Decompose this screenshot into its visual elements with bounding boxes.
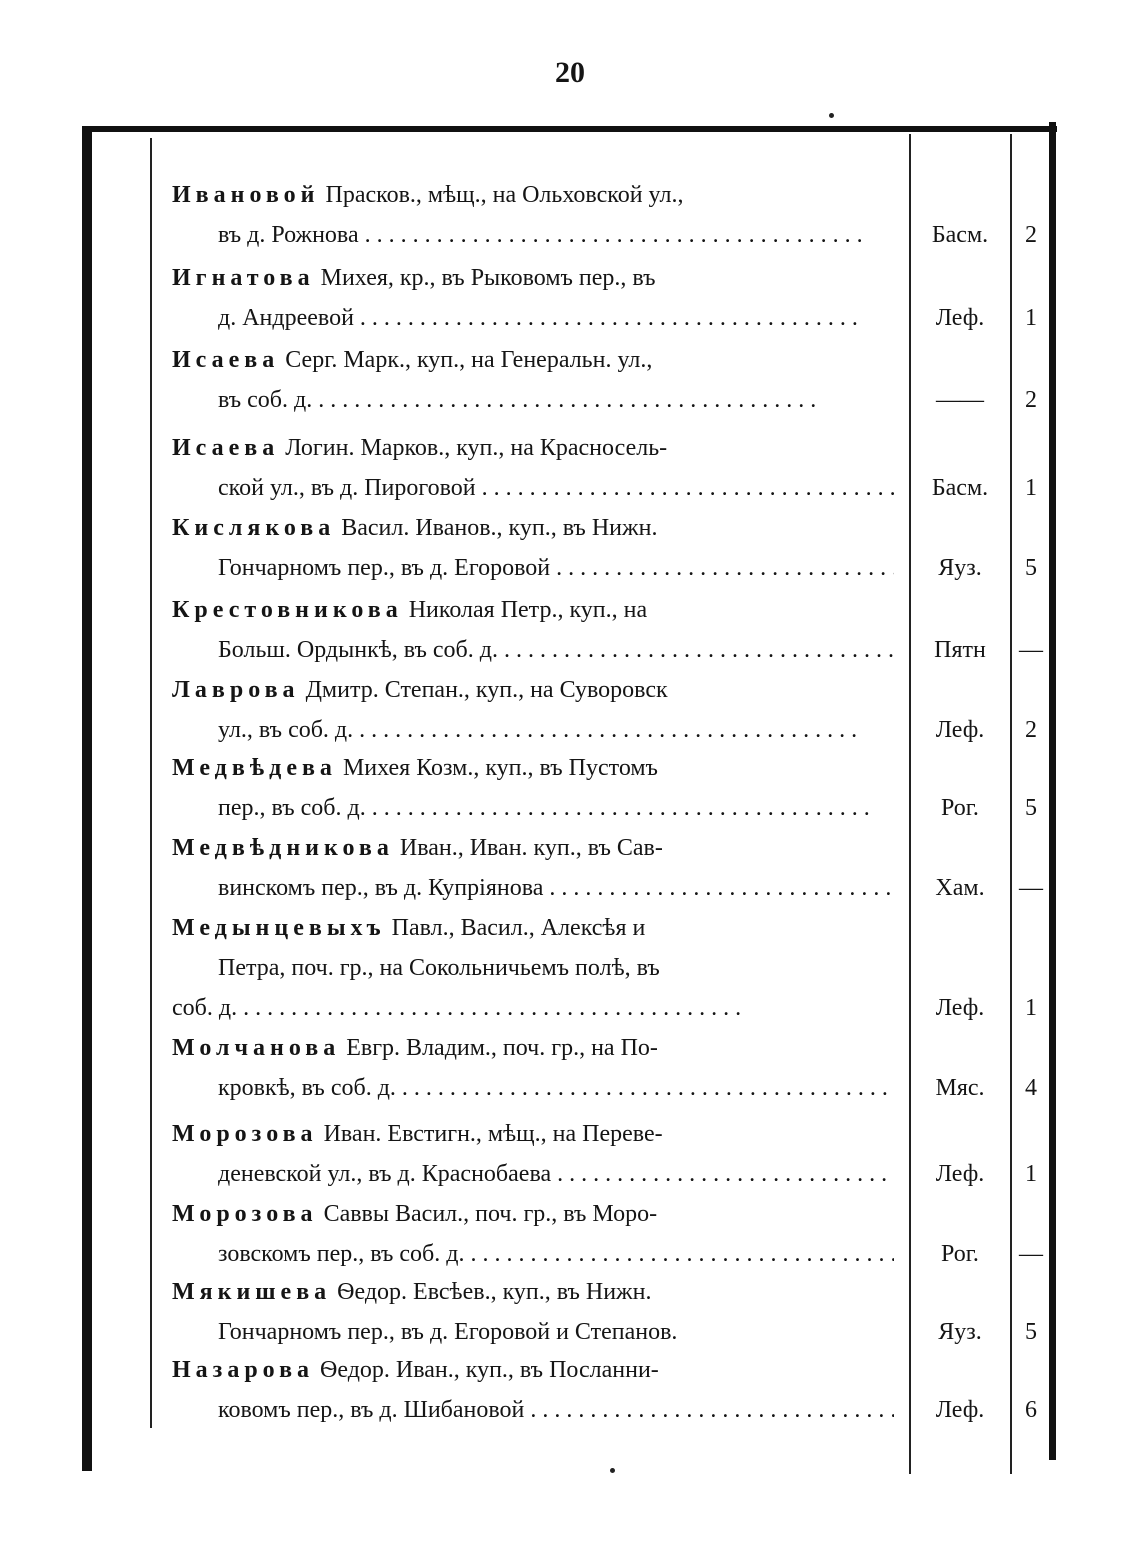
- entry-line2: винскомъ пер., въ д. Купріянова: [218, 875, 544, 901]
- directory-entry: [172, 590, 894, 670]
- entry-line2: въ соб. д.: [218, 387, 313, 413]
- entry-district: Рог.: [941, 1241, 979, 1267]
- directory-entry: [172, 508, 894, 588]
- entry-district: Яуз.: [938, 555, 982, 581]
- entry-line2: Гончарномъ пер., въ д. Егоровой и Степанов.: [218, 1319, 678, 1345]
- entry-line2: кровкѣ, въ соб. д.: [218, 1075, 396, 1101]
- entry-number: 2: [1025, 717, 1037, 743]
- entry-surname: Морозова: [172, 1121, 318, 1147]
- frame-top-border: [82, 126, 1057, 132]
- entry-line1: Васил. Иванов., куп., въ Нижн.: [341, 515, 658, 541]
- directory-entry: [172, 1194, 894, 1274]
- entry-line2: деневской ул., въ д. Краснобаева: [218, 1161, 552, 1187]
- entry-surname: Кислякова: [172, 515, 336, 541]
- directory-entry: [172, 828, 894, 908]
- entry-district: Леф.: [935, 1161, 985, 1187]
- entry-surname: Ивановой: [172, 182, 320, 208]
- entry-district: Леф.: [935, 995, 985, 1021]
- entry-district: Басм.: [931, 222, 989, 248]
- entry-number: —: [1019, 875, 1043, 901]
- entry-line2: д. Андреевой: [218, 305, 354, 331]
- entry-surname: Молчанова: [172, 1035, 341, 1061]
- entry-number: 1: [1025, 305, 1037, 331]
- entry-number: 4: [1025, 1075, 1037, 1101]
- entry-surname: Лаврова: [172, 677, 300, 703]
- entry-district: Яуз.: [938, 1319, 982, 1345]
- directory-entry: [172, 670, 894, 750]
- entry-line1: Ѳедор. Иван., куп., въ Посланни-: [320, 1357, 659, 1383]
- entry-line2: ковомъ пер., въ д. Шибановой: [218, 1397, 525, 1423]
- entry-surname: Медвѣдникова: [172, 835, 394, 861]
- entry-number: 5: [1025, 1319, 1037, 1345]
- entry-surname: Игнатова: [172, 265, 315, 291]
- print-speck: [829, 113, 834, 118]
- entry-line1: Прасков., мѣщ., на Ольховской ул.,: [325, 182, 684, 208]
- print-speck: [610, 1468, 615, 1473]
- entry-line2: ской ул., въ д. Пироговой: [218, 475, 476, 501]
- frame-left-border: [82, 126, 92, 1471]
- column-rule-number: [1010, 134, 1012, 1474]
- entry-line1: Иван. Евстигн., мѣщ., на Переве-: [323, 1121, 663, 1147]
- directory-entry: [172, 1350, 894, 1430]
- entry-line2: Гончарномъ пер., въ д. Егоровой: [218, 555, 551, 581]
- entry-number: 5: [1025, 795, 1037, 821]
- entry-surname: Исаева: [172, 435, 280, 461]
- entry-line1: Павл., Васил., Алексѣя и: [391, 915, 646, 941]
- entry-district: Леф.: [935, 1397, 985, 1423]
- entry-surname: Медынцевыхъ: [172, 915, 386, 941]
- entry-surname: Медвѣдева: [172, 755, 337, 781]
- entry-district: Леф.: [935, 717, 985, 743]
- directory-entry: [172, 258, 894, 338]
- entry-number: —: [1019, 1241, 1043, 1267]
- column-rule-left: [150, 138, 152, 1428]
- entry-number: —: [1019, 637, 1043, 663]
- entry-line2: ул., въ соб. д.: [218, 717, 354, 743]
- entry-line1: Иван., Иван. куп., въ Сав-: [399, 835, 663, 861]
- entry-number: 1: [1025, 995, 1037, 1021]
- entry-surname: Назарова: [172, 1357, 315, 1383]
- entry-line2: зовскомъ пер., въ соб. д.: [218, 1241, 465, 1267]
- directory-entry: [172, 428, 894, 508]
- entry-line1: Николая Петр., куп., на: [408, 597, 648, 623]
- entry-district: Хам.: [935, 875, 985, 901]
- column-rule-district: [909, 134, 911, 1474]
- directory-entry: [172, 1114, 894, 1194]
- directory-entry: [172, 340, 894, 420]
- entry-line1: Ѳедор. Евсѣев., куп., въ Нижн.: [337, 1279, 652, 1305]
- entry-number: 2: [1025, 387, 1037, 413]
- entry-line2: Больш. Ордынкѣ, въ соб. д.: [218, 637, 498, 663]
- directory-entry: [172, 175, 894, 255]
- entry-district: Леф.: [935, 305, 985, 331]
- entry-line2: пер., въ соб. д.: [218, 795, 366, 821]
- entry-number: 1: [1025, 1161, 1037, 1187]
- entry-district: Мяс.: [935, 1075, 985, 1101]
- entry-line3: соб. д.: [172, 995, 238, 1021]
- entry-line1: Дмитр. Степан., куп., на Суворовск: [305, 677, 668, 703]
- entry-number: 1: [1025, 475, 1037, 501]
- directory-entry: [172, 1028, 894, 1108]
- entry-number: 2: [1025, 222, 1037, 248]
- entry-line1: Серг. Марк., куп., на Генеральн. ул.,: [285, 347, 653, 373]
- entry-line1: Саввы Васил., поч. гр., въ Моро-: [323, 1201, 658, 1227]
- directory-entry: [172, 908, 894, 1028]
- entry-number: 5: [1025, 555, 1037, 581]
- entry-surname: Исаева: [172, 347, 280, 373]
- entry-district: Басм.: [931, 475, 989, 501]
- entry-line1: Михея, кр., въ Рыковомъ пер., въ: [320, 265, 656, 291]
- page-number: 20: [555, 56, 585, 89]
- entry-line1: Евгр. Владим., поч. гр., на По-: [346, 1035, 658, 1061]
- entry-surname: Морозова: [172, 1201, 318, 1227]
- entry-line2: въ д. Рожнова: [218, 222, 359, 248]
- entry-district: Пятн: [934, 637, 986, 663]
- frame-right-border: [1049, 122, 1056, 1460]
- entry-district: Рог.: [941, 795, 979, 821]
- entry-line1: Михея Козм., куп., въ Пустомъ: [342, 755, 658, 781]
- entry-line1: Логин. Марков., куп., на Красносель-: [285, 435, 668, 461]
- entry-surname: Мякишева: [172, 1279, 332, 1305]
- entry-surname: Крестовникова: [172, 597, 403, 623]
- entry-number: 6: [1025, 1397, 1037, 1423]
- directory-entry: [172, 1272, 894, 1352]
- entry-line2: Петра, поч. гр., на Сокольничьемъ полѣ, въ: [218, 955, 660, 981]
- directory-entry: [172, 748, 894, 828]
- entry-district: ——: [936, 387, 984, 413]
